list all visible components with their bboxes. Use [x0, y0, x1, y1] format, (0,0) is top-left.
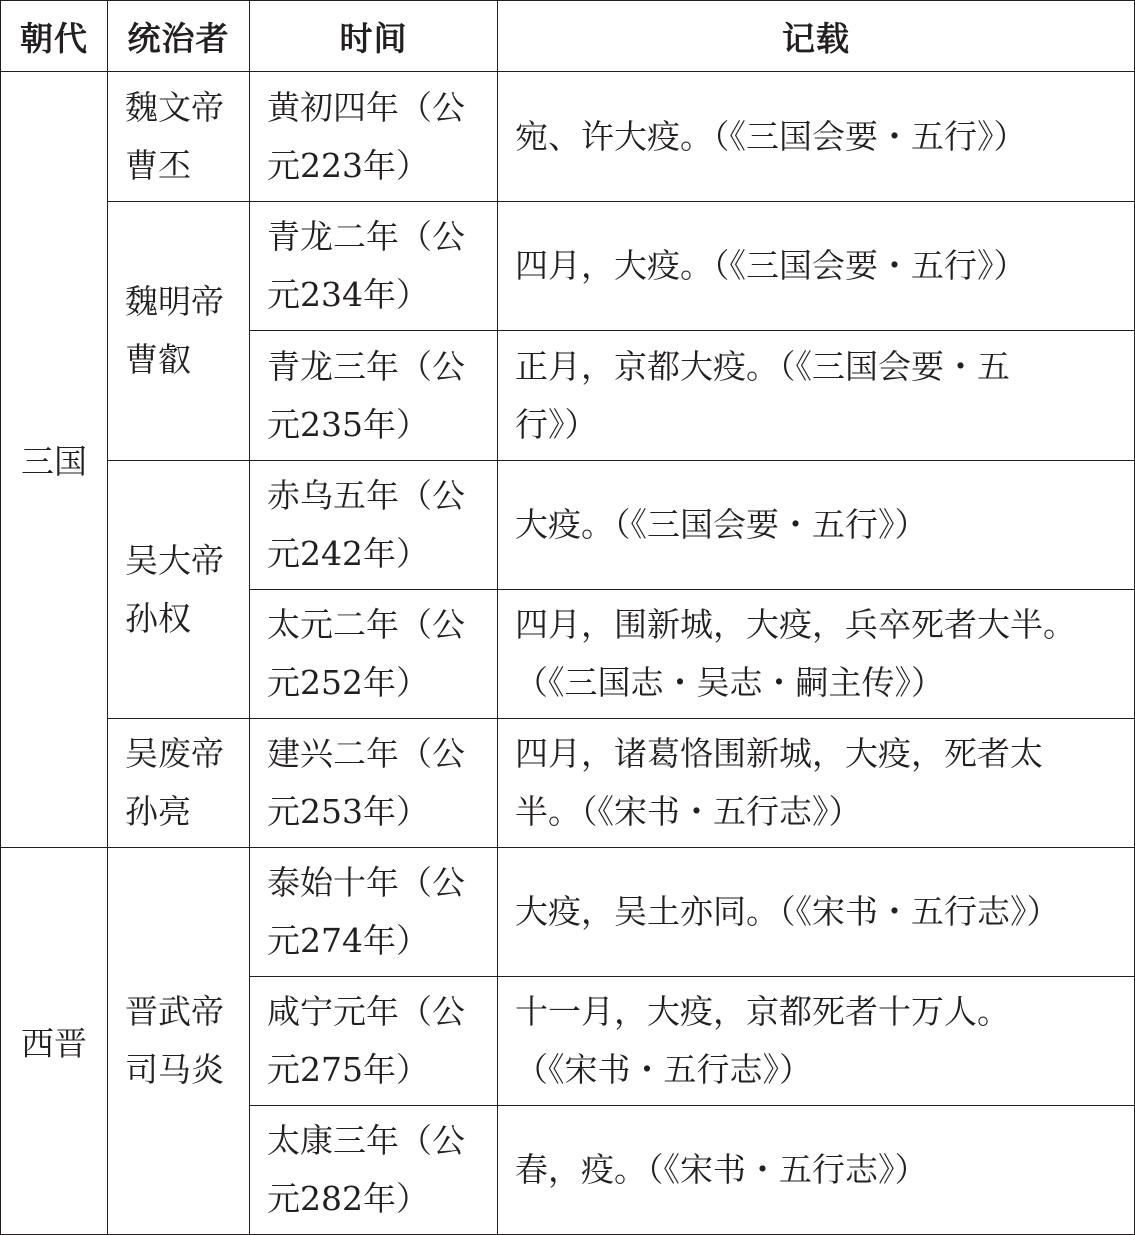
record-cell — [498, 848, 1135, 977]
record-line-2: （《宋书・五行志》） — [515, 1050, 812, 1089]
dynasty-cell-sanguo: 三国 — [1, 72, 108, 848]
time-line-2: 元282年） — [267, 1179, 429, 1218]
record-cell — [498, 72, 1135, 202]
time-line-1: 太元二年（公 — [267, 605, 465, 644]
table-header-row — [1, 1, 1135, 72]
time-line-2: 元253年） — [267, 792, 429, 831]
record-cell — [498, 1106, 1135, 1235]
ruler-cell — [108, 72, 250, 202]
header-record: 记载 — [498, 1, 1135, 72]
record-cell — [498, 331, 1135, 461]
record-line-1: 四月，诸葛恪围新城，大疫，死者太 — [515, 734, 1043, 773]
record-line-2: 半。（《宋书・五行志》） — [515, 792, 862, 831]
time-line-2: 元234年） — [267, 275, 429, 314]
time-cell — [250, 202, 498, 331]
record-line-1: 宛、许大疫。（《三国会要・五行》） — [515, 116, 1027, 156]
record-line-2: 行》） — [515, 404, 598, 444]
table-row — [1, 848, 1135, 977]
time-cell — [250, 848, 498, 977]
time-line-1: 黄初四年（公 — [267, 87, 465, 127]
ruler-cell — [108, 848, 250, 1235]
table-row — [1, 461, 1135, 590]
header-ruler: 统治者 — [108, 1, 250, 72]
record-line-1: 春，疫。（《宋书・五行志》） — [515, 1150, 928, 1189]
record-line-2: （《三国志・吴志・嗣主传》） — [515, 663, 944, 702]
time-cell — [250, 719, 498, 848]
ruler-title: 晋武帝 — [125, 992, 224, 1031]
time-line-2: 元242年） — [267, 534, 429, 573]
time-line-1: 太康三年（公 — [267, 1121, 465, 1160]
record-line-1: 大疫。（《三国会要・五行》） — [515, 505, 928, 544]
table-row — [1, 719, 1135, 848]
time-cell — [250, 1106, 498, 1235]
time-line-1: 青龙二年（公 — [267, 217, 465, 256]
time-line-2: 元235年） — [267, 404, 429, 444]
time-line-1: 咸宁元年（公 — [267, 992, 465, 1031]
record-line-1: 四月，大疫。（《三国会要・五行》） — [515, 246, 1027, 285]
record-line-1: 大疫，吴土亦同。（《宋书・五行志》） — [515, 892, 1060, 931]
dynasty-cell-xijin: 西晋 — [1, 848, 108, 1235]
time-cell — [250, 331, 498, 461]
time-line-1: 泰始十年（公 — [267, 863, 465, 902]
ruler-cell — [108, 461, 250, 719]
time-line-1: 青龙三年（公 — [267, 346, 465, 386]
time-line-2: 元274年） — [267, 921, 429, 960]
record-cell — [498, 977, 1135, 1106]
ruler-cell — [108, 719, 250, 848]
record-cell — [498, 590, 1135, 719]
record-cell — [498, 719, 1135, 848]
ruler-title: 吴废帝 — [125, 734, 224, 773]
time-line-2: 元252年） — [267, 663, 429, 702]
ruler-name: 孙亮 — [125, 792, 191, 831]
ruler-name: 司马炎 — [125, 1050, 224, 1089]
ruler-name: 曹丕 — [125, 145, 191, 185]
time-line-1: 赤乌五年（公 — [267, 476, 465, 515]
time-line-1: 建兴二年（公 — [267, 734, 465, 773]
ruler-name: 孙权 — [125, 598, 191, 638]
header-dynasty: 朝代 — [1, 1, 108, 72]
ruler-cell — [108, 202, 250, 461]
ruler-name: 曹叡 — [125, 340, 191, 379]
time-cell — [250, 461, 498, 590]
record-line-1: 正月，京都大疫。（《三国会要・五 — [515, 346, 1010, 386]
time-line-2: 元223年） — [267, 145, 429, 185]
time-cell — [250, 977, 498, 1106]
ruler-title: 魏明帝 — [125, 282, 224, 321]
time-cell — [250, 72, 498, 202]
header-time: 时间 — [250, 1, 498, 72]
time-line-2: 元275年） — [267, 1050, 429, 1089]
record-line-1: 四月，围新城，大疫，兵卒死者大半。 — [515, 605, 1076, 644]
record-cell — [498, 461, 1135, 590]
ruler-title: 吴大帝 — [125, 540, 224, 580]
table-row — [1, 72, 1135, 202]
ruler-title: 魏文帝 — [125, 87, 224, 127]
record-line-1: 十一月，大疫，京都死者十万人。 — [515, 992, 1010, 1031]
table-row — [1, 202, 1135, 331]
time-cell — [250, 590, 498, 719]
record-cell — [498, 202, 1135, 331]
